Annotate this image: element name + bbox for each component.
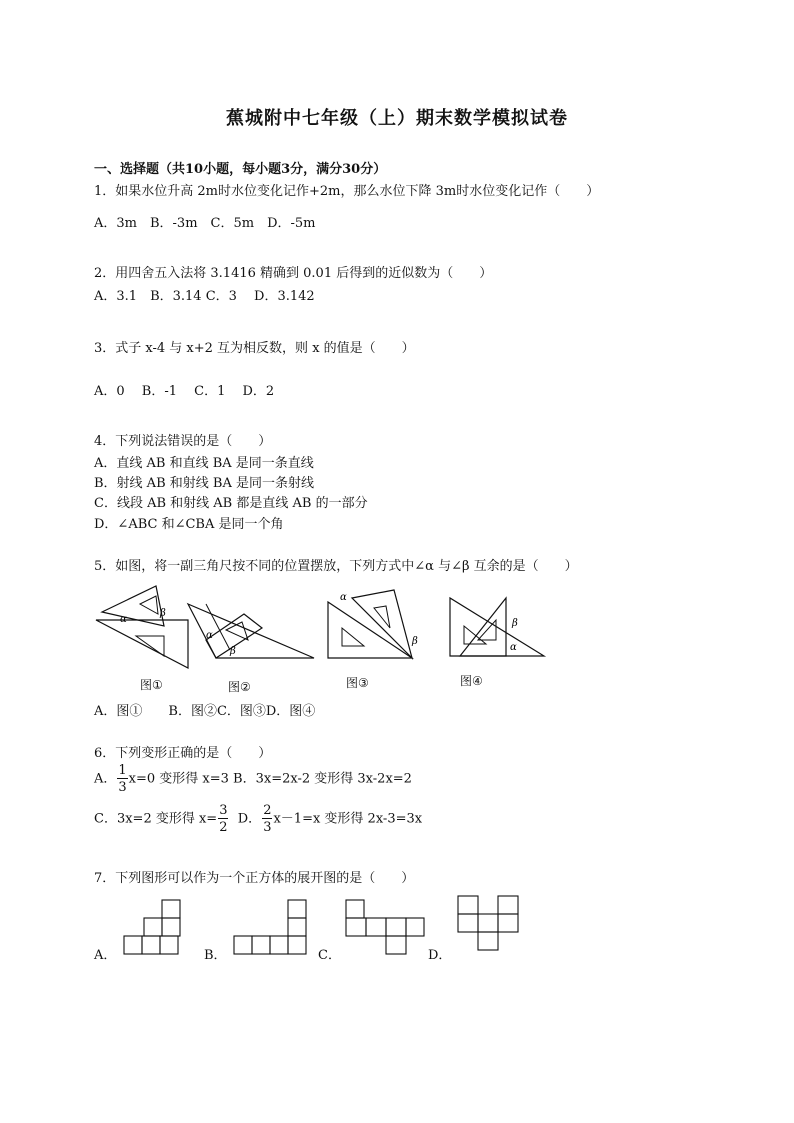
cube-net-b <box>232 898 308 958</box>
figure-1-caption: 图① <box>140 678 163 692</box>
figure-2-diagram <box>186 600 316 662</box>
page-title: 蕉城附中七年级（上）期末数学模拟试卷 <box>226 108 568 129</box>
cube-net-a <box>122 898 182 958</box>
question-1-options: A．3m B．-3m C．5m D．-5m <box>94 216 316 231</box>
figure-4-beta: β <box>512 618 518 629</box>
question-7-label-a: A． <box>94 948 117 963</box>
figure-3-alpha: α <box>340 592 347 603</box>
cube-net-d <box>456 894 522 956</box>
figure-4-diagram <box>448 596 548 658</box>
figure-1-alpha: α <box>120 614 127 625</box>
fraction-numerator: 1 <box>118 763 127 778</box>
question-7-label-d: D． <box>428 948 452 963</box>
question-6-d-suffix: x－1=x 变形得 2x-3=3x <box>273 811 423 827</box>
question-1-stem: 1．如果水位升高 2m时水位变化记作+2m，那么水位下降 3m时水位变化记作（ ） <box>94 184 600 199</box>
question-2-stem: 2．用四舍五入法将 3.1416 精确到 0.01 后得到的近似数为（ ） <box>94 266 493 281</box>
question-7-label-b: B． <box>204 948 227 963</box>
fraction-numerator: 3 <box>219 803 228 818</box>
question-4-option-d: D．∠ABC 和∠CBA 是同一个角 <box>94 517 284 532</box>
question-5-stem: 5．如图，将一副三角尺按不同的位置摆放，下列方式中∠α 与∠β 互余的是（ ） <box>94 559 578 574</box>
question-6-line-cd <box>94 804 422 834</box>
question-6-stem: 6．下列变形正确的是（ ） <box>94 746 272 761</box>
question-4-option-b: B．射线 AB 和射线 BA 是同一条射线 <box>94 476 314 491</box>
question-6-d-fraction <box>262 804 272 834</box>
question-4-stem: 4．下列说法错误的是（ ） <box>94 434 272 449</box>
fraction-denominator: 3 <box>118 780 127 795</box>
question-7-label-c: C． <box>318 948 341 963</box>
fraction-denominator: 2 <box>219 820 228 835</box>
figure-3-caption: 图③ <box>346 676 369 690</box>
figure-2-beta: β <box>230 646 236 657</box>
figure-3-beta: β <box>412 636 418 647</box>
question-6-a-prefix: A． <box>94 771 117 787</box>
figure-4-alpha: α <box>510 642 517 653</box>
question-4-option-c: C．线段 AB 和射线 AB 都是直线 AB 的一部分 <box>94 496 368 511</box>
fraction-denominator: 3 <box>263 820 272 835</box>
fraction-numerator: 2 <box>263 803 272 818</box>
question-2-options: A．3.1 B．3.14 C．3 D．3.142 <box>94 289 315 304</box>
question-6-a-fraction <box>117 764 127 794</box>
section-heading: 一、选择题（共10小题，每小题3分，满分30分） <box>94 162 387 177</box>
question-3-stem: 3．式子 x-4 与 x+2 互为相反数，则 x 的值是（ ） <box>94 341 415 356</box>
figure-4-caption: 图④ <box>460 674 483 688</box>
question-6-d-prefix: D． <box>229 811 262 827</box>
question-4-option-a: A．直线 AB 和直线 BA 是同一条直线 <box>94 456 314 471</box>
figure-2-caption: 图② <box>228 680 251 694</box>
figure-3-diagram <box>326 588 422 664</box>
question-6-a-suffix: x=0 变形得 x=3 B．3x=2x-2 变形得 3x-2x=2 <box>128 771 412 787</box>
figure-1-diagram <box>94 578 194 670</box>
cube-net-c <box>344 898 426 958</box>
figure-1-beta: β <box>160 608 166 619</box>
question-6-c-prefix: C．3x=2 变形得 x= <box>94 811 218 827</box>
question-6-line-ab <box>94 764 412 794</box>
figure-2-alpha: α <box>206 630 213 641</box>
question-5-options: A．图① B．图②C．图③D．图④ <box>94 704 316 719</box>
question-3-options: A．0 B．-1 C．1 D．2 <box>94 384 275 399</box>
question-7-stem: 7．下列图形可以作为一个正方体的展开图的是（ ） <box>94 871 415 886</box>
question-6-c-fraction <box>218 804 228 834</box>
